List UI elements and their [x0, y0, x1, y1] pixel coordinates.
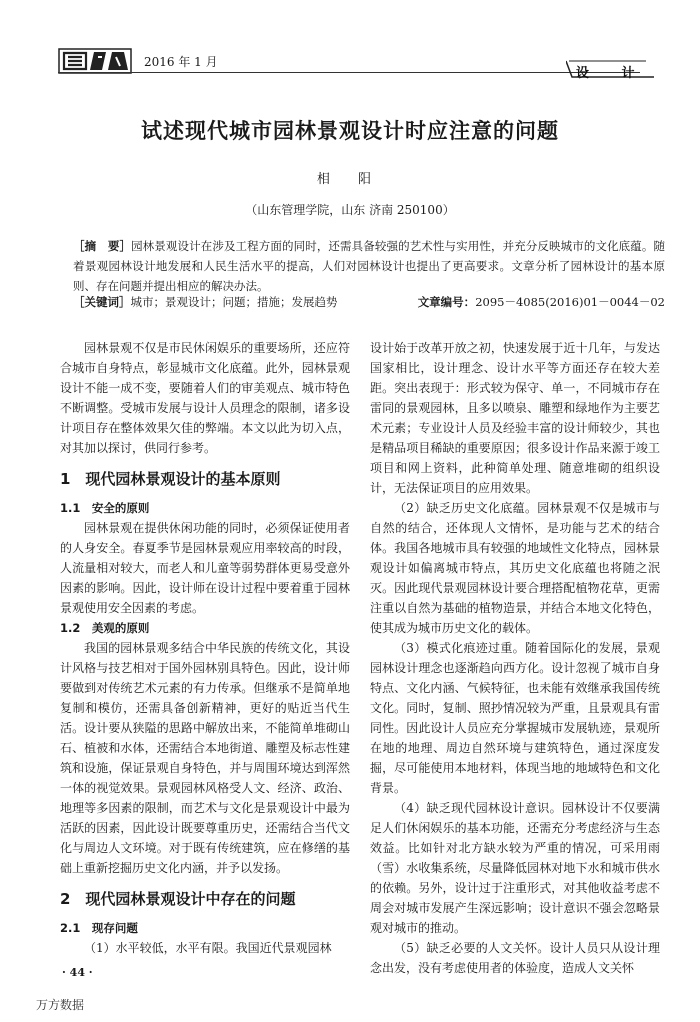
- paragraph-r1: 设计始于改革开放之初，快速发展于近十几年，与发达国家相比，设计理念、设计水平等方面还存在较大差距。突出表现于：形式较为保守、单一，不同城市存在雷同的景观园林，且多以喷泉、雕塑和绿地作为主要艺术元素；专业设计人员及经验丰富的设计师较少，其也是精品项目稀缺的重要原因；很多设计作品来源于竣工项目和网上资料，此种简单处理、随意堆砌的组织设计，无法保证项目的应用效果。: [370, 341, 660, 495]
- article-number-label: 文章编号：: [417, 295, 476, 309]
- page-number: · 44 ·: [62, 966, 93, 979]
- affiliation: （山东管理学院，山东 济南 250100）: [245, 203, 455, 217]
- abstract-label: ［摘 要］: [73, 239, 132, 253]
- article-title: 试述现代城市园林景观设计时应注意的问题: [141, 118, 559, 143]
- keywords-row: [73, 294, 665, 310]
- paragraph-r3: （3）模式化痕迹过重。随着国际化的发展，景观园林设计理念也逐渐趋向西方化。设计忽视了城市自身特点、文化内涵、气候特征，也未能有效继承我国传统文化。同时，复制、照抄情况较为严重，且景观具有雷同性。因此设计人员应充分掌握城市发展轨迹，景观所在地的地理、周边自然环境与建筑特色，通过深度发掘，尽可能使用本地材料，体现当地的地域特色和文化背景。: [370, 641, 660, 795]
- subsection-heading-1-2: 1.2 美观的原则: [60, 621, 150, 635]
- abstract-text: 园林景观设计在涉及工程方面的同时，还需具备较强的艺术性与实用性，并充分反映城市的文化底蕴。随着景观园林设计地发展和人民生活水平的提高，人们对园林设计也提出了更高要求。文章分析了园林设计的基本原则、存在问题并提出相应的解决办法。: [73, 239, 666, 293]
- paragraph-2-1: （1）水平较低，水平有限。我国近代景观园林: [84, 941, 332, 955]
- section-heading-1: 1 现代园林景观设计的基本原则: [60, 470, 281, 488]
- intro-paragraph: 园林景观不仅是市民休闲娱乐的重要场所，还应符合城市自身特点，彰显城市文化底蕴。此外，园林景观设计不能一成不变，要随着人们的审美观点、城市特色不断调整。受城市发展与设计人员理念的限制，诸多设计项目存在整体效果欠佳的弊端。本文以此为切入点，对其加以探讨，供同行参考。: [60, 341, 350, 455]
- keywords: [73, 294, 338, 310]
- paragraph-r4: （4）缺乏现代园林设计意识。园林设计不仅要满足人们休闲娱乐的基本功能，还需充分考虑经济与生态效益。比如针对北方缺水较为严重的情况，可采用雨（雪）水收集系统，尽量降低园林对地下水和城市供水的依赖。另外，设计过于注重形式，对其他收益考虑不周会对城市发展产生深远影响；设计意识不强会忽略景观对城市的推动。: [370, 801, 660, 935]
- left-column: [60, 338, 350, 958]
- section-heading-2: 2 现代园林景观设计中存在的问题: [60, 890, 296, 908]
- paragraph-r2: （2）缺乏历史文化底蕴。园林景观不仅是城市与自然的结合，还体现人文情怀，是功能与艺术的结合体。我国各地城市具有较强的地域性文化特点，园林景观设计如偏离城市特点，其历史文化底蕴也将随之泯灭。因此现代景观园林设计要合理搭配植物花草，更需注重以自然为基础的植物造景，并结合本地文化特色，使其成为城市历史文化的载体。: [370, 501, 660, 635]
- header-rule: [58, 72, 640, 73]
- right-column: [370, 338, 660, 978]
- subsection-heading-1-1: 1.1 安全的原则: [60, 501, 150, 515]
- subsection-heading-2-1: 2.1 现存问题: [60, 921, 138, 935]
- paragraph-1-1: 园林景观在提供休闲功能的同时，必须保证使用者的人身安全。春夏季节是园林景观应用率较高的时段，人流量相对较大，而老人和儿童等弱势群体更易受意外因素的影响。因此，设计师在设计过程中要着重于园林景观使用安全因素的考虑。: [60, 521, 350, 615]
- paragraph-1-2: 我国的园林景观多结合中华民族的传统文化，其设计风格与技艺相对于国外园林别具特色。因此，设计师要做到对传统艺术元素的有力传承。但继承不是简单地复制和模仿，还需具备创新精神，更好的贴近当代生活。设计要从狭隘的思路中解放出来，不能简单堆砌山石、植被和水体，还需结合本地街道、雕塑及标志性建筑和设施，保证景观自身特色，并与周围环境达到浑然一体的视觉效果。景观园林风格受人文、经济、政治、地理等多因素的限制，而艺术与文化是景观设计中最为活跃的因素，因此设计既要尊重历史，还需结合当代文化与周边人文环境。对于既有传统建筑，应在修缮的基础上重新挖掘历史文化内涵，并予以发扬。: [60, 641, 350, 875]
- author-name: 相 阳: [316, 172, 384, 187]
- keywords-text: 城市；景观设计；问题；措施；发展趋势: [130, 295, 338, 309]
- article-number-value: 2095－4085(2016)01－0044－02: [475, 295, 665, 309]
- section-label: 设 计: [576, 66, 649, 81]
- abstract: [73, 236, 665, 296]
- footer-watermark: 万方数据: [36, 998, 85, 1012]
- journal-logo: [58, 48, 132, 74]
- keywords-label: ［关键词］: [73, 295, 131, 309]
- article-number: [418, 294, 665, 310]
- paragraph-r5: （5）缺乏必要的人文关怀。设计人员只从设计理念出发，没有考虑使用者的体验度，造成人文关怀: [370, 941, 660, 975]
- issue-date: 2016 年 1 月: [144, 55, 218, 69]
